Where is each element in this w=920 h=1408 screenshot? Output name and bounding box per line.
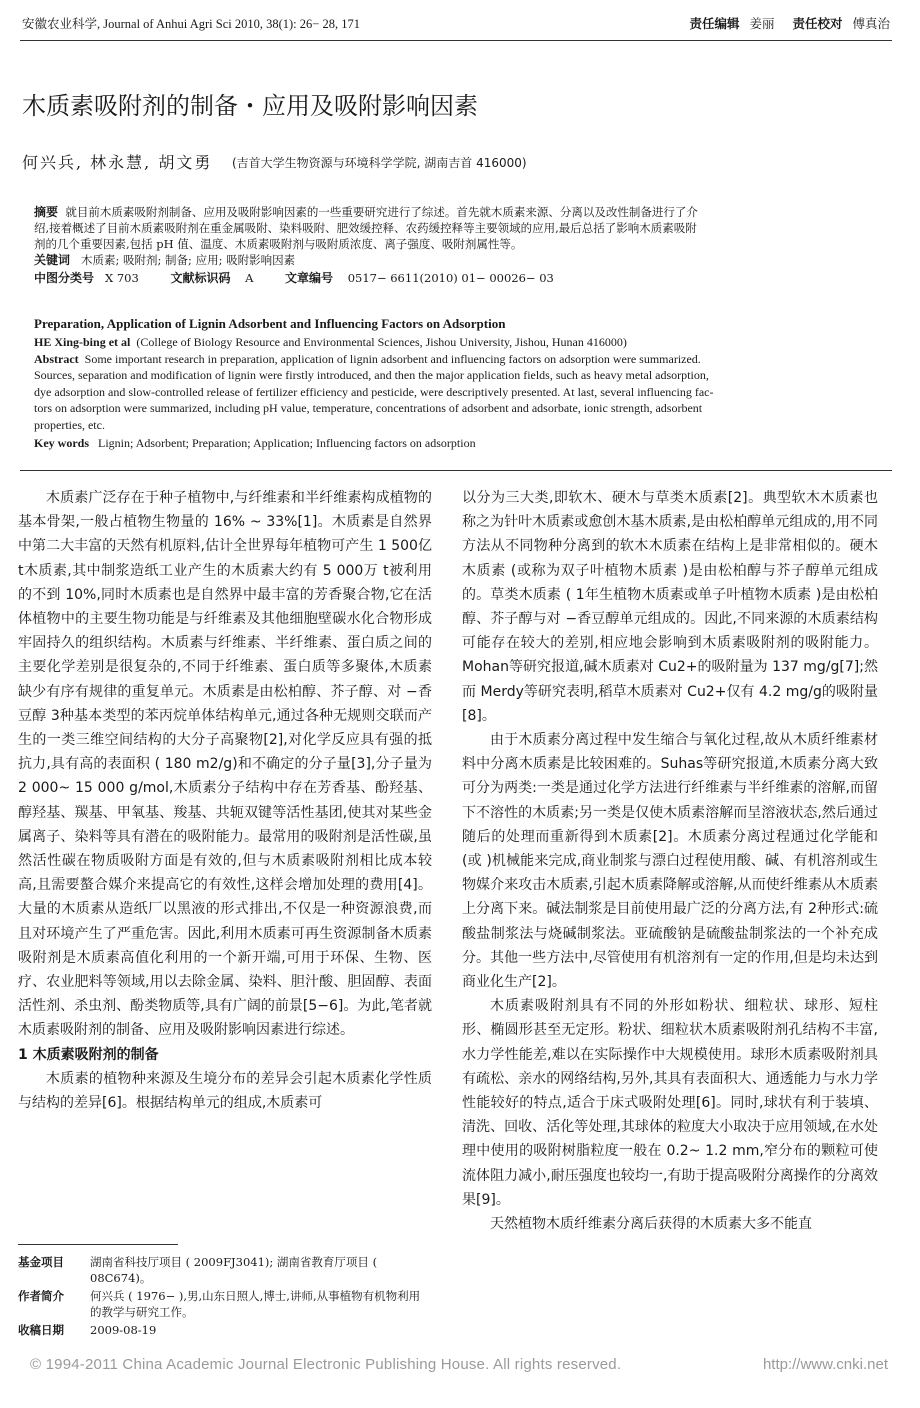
- body-paragraph: 由于木质素分离过程中发生缩合与氧化过程,故从木质纤维素材料中分离木质素是比较困难的。Suhas等研究报道,木质素分离大致可分为两类:一类是通过化学方法进行纤维素与半纤维素的溶解,而留下不溶性的木质素;另一类是仅使木质素溶解而呈溶液状态,然后通过随后的处理而重新得到木质素[2]。木质素分离过程通过化学能和 (或 )机械能来完成,商业制浆与漂白过程使用酸、碱、有机溶剂或生物媒介来攻击木质素,引起木质素降解或溶解,从而使纤维素从木质素上分离下来。碱法制浆是目前使用最广泛的分离方法,有 2种形式:硫酸盐制浆法与烧碱制浆法。亚硫酸钠是硫酸盐制浆法的一个补充成分。其他一些方法中,尽管使用有机溶剂有一定的作用,但是均未达到商业化生产[2]。: [462, 732, 878, 991]
- abstract-line: 摘要 就目前木质素吸附剂制备、应用及吸附影响因素的一些重要研究进行了综述。首先就木质素来源、分离以及改性制备进行了介: [34, 205, 698, 219]
- body-paragraph: 木质素吸附剂具有不同的外形如粉状、细粒状、球形、短柱形、椭圆形甚至无定形。粉状、细粒状木质素吸附剂孔结构不丰富,水力学性能差,难以在实际操作中大规模使用。球形木质素吸附剂具有疏松、亲水的网络结构,另外,其具有表面积大、通透能力与水力学性能较好的特点,适合于床式吸附处理[6]。同时,球状有利于装填、清洗、回收、活化等处理,其球体的粒度大小取决于应用领域,在水处理中使用的吸附树脂粒度一般在 0.2~ 1.2 mm,窄分布的颗粒可使流体阻力减小,耐压强度也较均一,有助于提高吸附分离操作的分离效果[9]。: [462, 998, 878, 1208]
- body-paragraph: 木质素的植物种来源及生境分布的差异会引起木质素化学性质与结构的差异[6]。根据结构单元的组成,木质素可: [18, 1070, 432, 1112]
- body-paragraph: 木质素广泛存在于种子植物中,与纤维素和半纤维素构成植物的基本骨架,一般占植物生物量的 16% ~ 33%[1]。木质素是自然界中第二大丰富的天然有机原料,估计全世界每年植物可产生 1 500亿 t木质素,其中制浆造纸工业产生的木质素大约有 5 000万 t被利用的不到 10%,同时木质素也是自然界中最丰富的芳香聚合物,它在活体植物中的主要生物功能是与纤维素及其他细胞壁碳水化合物形成牢固持久的组织结构。木质素与纤维素、半纤维素、蛋白质之间的主要化学差别是很复杂的,不同于纤维素、蛋白质等多聚体,木质素缺少有序有规律的重复单元。木质素是由松柏醇、芥子醇、对 −香豆醇 3种基本类型的苯丙烷单体结构单元,通过各种无规则交联而产生的一类三维空间结构的大分子高聚物[2],对化学反应具有强的抵抗力,具有高的表面积 ( 180 m2/g)和不确定的分子量[3],分子量为 2 000~ 15 000 g/mol,木质素分子结构中存在芳香基、酚羟基、醇羟基、羰基、甲氧基、羧基、共轭双键等活性基团,使其对某些金属离子、染料等具有潜在的吸附能力。最常用的吸附剂是活性碳,虽然活性碳在物质吸附方面是有效的,但与木质素吸附剂相比成本较高,且需要螯合媒介来提高它的有效性,这样会增加处理的费用[4]。大量的木质素从造纸厂以黑液的形式排出,不仅是一种资源浪费,而且对环境产生了严重危害。因此,利用木质素可再生资源制备木质素吸附剂是木质素高值化利用的一个新开端,可用于环保、生物、医疗、农业肥料等领域,用以去除金属、染料、胆汁酸、胆固醇、表面活性剂、杀虫剂、酚类物质等,具有广阔的前景[5−6]。为此,笔者就木质素吸附剂的制备、应用及吸附影响因素进行综述。: [18, 490, 432, 1039]
- body-paragraph: 以分为三大类,即软木、硬木与草类木质素[2]。典型软木木质素也称之为针叶木质素或愈创木基木质素,是由松柏醇单元组成的,用不同方法从不同物种分离到的软木木质素在结构上是非常相似的。硬木木质素 (或称为双子叶植物木质素 )是由松柏醇与芥子醇单元组成的。草类木质素 ( 1年生植物木质素或单子叶植物木质素 )是由松柏醇、芥子醇与对 −香豆醇单元组成的。因此,不同来源的木质素结构可能存在较大的差别,相应地会影响到木质素吸附剂的吸附能力。Mohan等研究报道,碱木质素对 Cu2+的吸附量为 137 mg/g[7];然而 Merdy等研究表明,稻草木质素对 Cu2+仅有 4.2 mg/g的吸附量[8]。: [462, 490, 878, 724]
- authors: 何兴兵, 林永慧, 胡文勇: [22, 153, 213, 172]
- abstract-en-line: properties, etc.: [34, 417, 105, 432]
- right-column: [462, 486, 878, 1236]
- abstract-rule: [20, 470, 892, 471]
- abstract-en-line: Sources, separation and modification of lignin were firstly introduced, and then the major application fields, such as heavy metal adsorption,: [34, 368, 709, 382]
- left-column: [18, 486, 432, 1115]
- body-paragraph: 天然植物木质纤维素分离后获得的木质素大多不能直: [490, 1216, 812, 1233]
- abstract-cn: [34, 204, 876, 286]
- footnote-funding: 基金项目 湖南省科技厅项目 ( 2009FJ3041); 湖南省教育厅项目 ( 08C674)。: [18, 1255, 378, 1285]
- proof-label: 责任校对: [792, 16, 843, 31]
- abstract-en-line: tors on adsorption were summarized, including pH value, temperature, concentrations of adsorbent and adsorbate, ionic strength, adsorbent: [34, 401, 703, 415]
- affiliation: (吉首大学生物资源与环境科学学院, 湖南吉首 416000): [232, 156, 527, 170]
- abstract-en: [34, 334, 876, 452]
- abstract-en-line: Abstract Some important research in preparation, application of lignin adsorbent and influencing factors on adsorption were summarized.: [34, 351, 701, 366]
- proofer-name: 傅真治: [852, 16, 890, 31]
- cnki-link[interactable]: http://www.cnki.net: [762, 1356, 888, 1373]
- editor-info: [689, 14, 890, 32]
- keywords-en: Key words Lignin; Adsorbent; Preparation; Application; Influencing factors on adsorption: [34, 436, 476, 450]
- footnotes: [18, 1254, 438, 1338]
- journal-header: 安徽农业科学, Journal of Anhui Agri Sci 2010, 38(1): 26− 28, 171: [22, 17, 360, 31]
- abstract-line: 剂的几个重要因素,包括 pH 值、温度、木质素吸附剂与吸附质浓度、离子强度、吸附剂属性等。: [34, 237, 523, 251]
- footnote-author: 作者简介 何兴兵 ( 1976− ),男,山东日照人,博士,讲师,从事植物有机物利用的教学与研究工作。: [18, 1289, 421, 1319]
- footnote-rule: [18, 1244, 178, 1245]
- section-heading: 1 木质素吸附剂的制备: [18, 1046, 159, 1063]
- english-author-line: HE Xing-bing et al (College of Biology Resource and Environmental Sciences, Jishou University, Jishou, Hunan 416000): [34, 335, 627, 349]
- header-rule: [20, 40, 892, 41]
- paper-title: 木质素吸附剂的制备・应用及吸附影响因素: [22, 92, 478, 120]
- keywords-cn: 关键词 木质素; 吸附剂; 制备; 应用; 吸附影响因素: [34, 253, 296, 267]
- editor-name: 姜丽: [749, 16, 775, 31]
- footnote-received: 收稿日期 2009-08-19: [18, 1323, 157, 1337]
- editor-label: 责任编辑: [689, 16, 740, 31]
- abstract-en-line: dye adsorption and slow-controlled release of fertilizer efficiency and pesticide, were descriptively presented. At last, several influencing fac-: [34, 384, 714, 399]
- abstract-line: 绍,接着概述了目前木质素吸附剂在重金属吸附、染料吸附、肥效缓控释、农药缓控释等主要领域的应用,最后总括了影响木质素吸附: [34, 221, 697, 235]
- copyright-footer: © 1994-2011 China Academic Journal Electronic Publishing House. All rights reserved.: [30, 1356, 622, 1373]
- classification-row: 中图分类号 X 703 文献标识码 A 文章编号 0517− 6611(2010) 01− 00026− 03: [34, 271, 554, 285]
- abstract-label: 摘要: [34, 205, 59, 219]
- english-title: Preparation, Application of Lignin Adsorbent and Influencing Factors on Adsorption: [34, 316, 506, 331]
